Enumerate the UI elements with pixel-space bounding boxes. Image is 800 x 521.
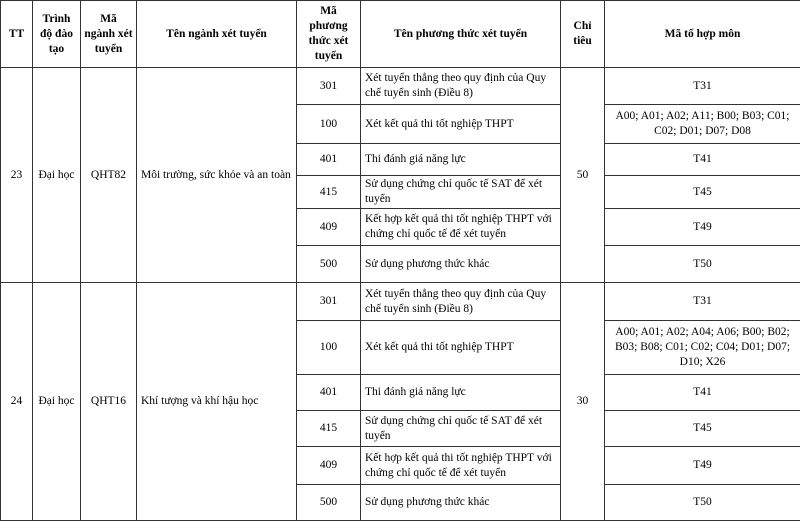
method-name: Sử dụng chứng chỉ quốc tế SAT để xét tuyển [361, 176, 561, 209]
program-level: Đại học [33, 68, 81, 283]
method-code: 500 [297, 485, 361, 521]
header-tt: TT [1, 1, 33, 68]
method-combo: T50 [605, 485, 800, 521]
program-name: Khí tượng và khí hậu học [137, 283, 297, 521]
method-code: 409 [297, 209, 361, 246]
method-code: 415 [297, 411, 361, 447]
method-code: 401 [297, 144, 361, 176]
method-name: Sử dụng phương thức khác [361, 246, 561, 283]
header-combo: Mã tổ hợp môn [605, 1, 800, 68]
method-code: 401 [297, 375, 361, 411]
method-name: Kết hợp kết quả thi tốt nghiệp THPT với chứng chỉ quốc tế để xét tuyển [361, 209, 561, 246]
method-code: 415 [297, 176, 361, 209]
program-tt: 24 [1, 283, 33, 521]
program-name: Môi trường, sức khỏe và an toàn [137, 68, 297, 283]
method-combo: A00; A01; A02; A04; A06; B00; B02; B03; B08; C01; C02; C04; D01; D07; D10; X26 [605, 321, 800, 375]
method-combo: T49 [605, 447, 800, 485]
program-level: Đại học [33, 283, 81, 521]
method-name: Xét kết quả thi tốt nghiệp THPT [361, 321, 561, 375]
method-combo: T50 [605, 246, 800, 283]
header-method-name: Tên phương thức xét tuyển [361, 1, 561, 68]
method-name: Sử dụng phương thức khác [361, 485, 561, 521]
method-combo: T49 [605, 209, 800, 246]
table-row [1, 68, 800, 105]
method-combo: T31 [605, 68, 800, 105]
method-name: Xét tuyển thẳng theo quy định của Quy chế tuyển sinh (Điều 8) [361, 68, 561, 105]
header-level: Trình độ đào tạo [33, 1, 81, 68]
method-code: 100 [297, 321, 361, 375]
program-tt: 23 [1, 68, 33, 283]
method-code: 301 [297, 68, 361, 105]
header-method-code: Mã phương thức xét tuyển [297, 1, 361, 68]
method-combo: T45 [605, 176, 800, 209]
method-combo: T31 [605, 283, 800, 321]
method-code: 301 [297, 283, 361, 321]
table-row [1, 283, 800, 321]
method-name: Kết hợp kết quả thi tốt nghiệp THPT với chứng chỉ quốc tế để xét tuyển [361, 447, 561, 485]
method-name: Xét tuyển thẳng theo quy định của Quy chế tuyển sinh (Điều 8) [361, 283, 561, 321]
header-major-code: Mã ngành xét tuyển [81, 1, 137, 68]
method-combo: T41 [605, 375, 800, 411]
header-row [1, 1, 800, 68]
method-combo: T45 [605, 411, 800, 447]
method-combo: T41 [605, 144, 800, 176]
method-code: 500 [297, 246, 361, 283]
method-name: Thi đánh giá năng lực [361, 144, 561, 176]
header-major-name: Tên ngành xét tuyển [137, 1, 297, 68]
program-quota: 50 [561, 68, 605, 283]
header-quota: Chỉ tiêu [561, 1, 605, 68]
method-name: Thi đánh giá năng lực [361, 375, 561, 411]
program-quota: 30 [561, 283, 605, 521]
method-code: 100 [297, 105, 361, 144]
method-name: Sử dụng chứng chỉ quốc tế SAT để xét tuyển [361, 411, 561, 447]
program-code: QHT16 [81, 283, 137, 521]
method-code: 409 [297, 447, 361, 485]
program-code: QHT82 [81, 68, 137, 283]
method-combo: A00; A01; A02; A11; B00; B03; C01; C02; D01; D07; D08 [605, 105, 800, 144]
method-name: Xét kết quả thi tốt nghiệp THPT [361, 105, 561, 144]
